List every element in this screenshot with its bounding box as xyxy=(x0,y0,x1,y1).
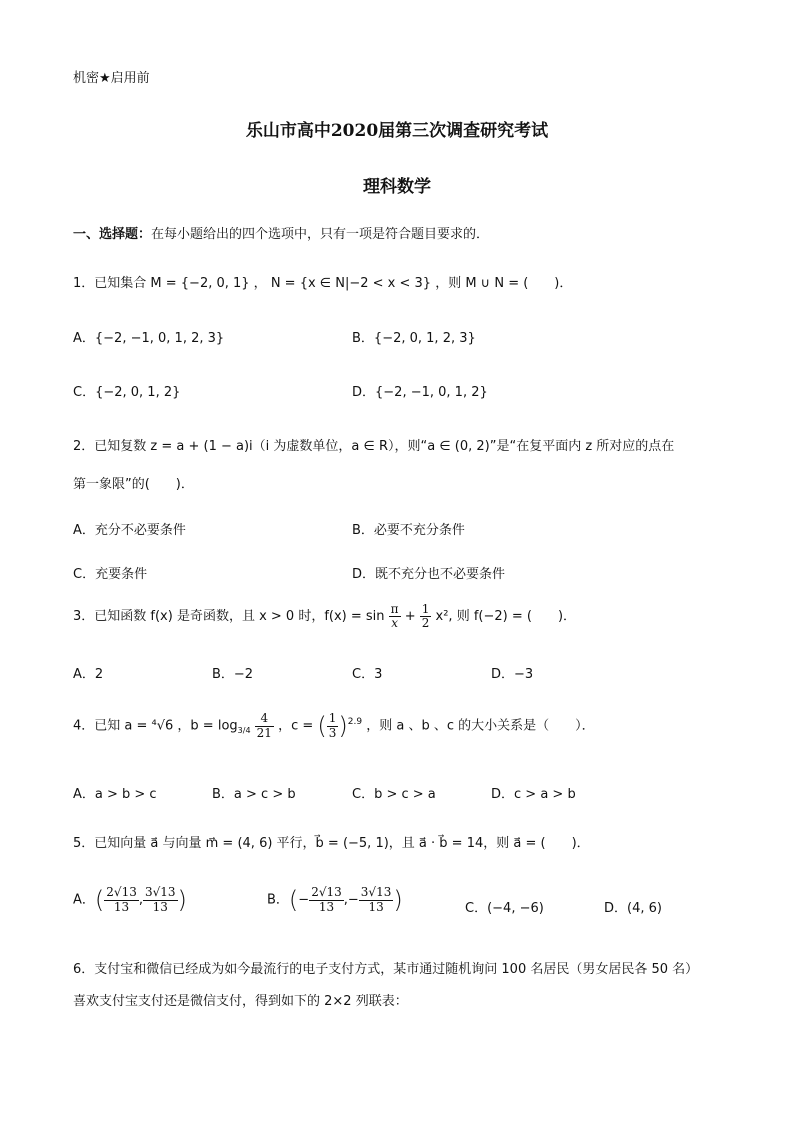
q2-option-d: D．既不充分也不必要条件 xyxy=(352,567,506,582)
section-instruction: 在每小题给出的四个选项中，只有一项是符合题目要求的． xyxy=(151,227,490,242)
q5-b-frac2-den: 13 xyxy=(368,899,384,914)
q3-plus: + xyxy=(404,609,416,625)
q3-frac1-den: x xyxy=(391,616,398,631)
q5-b-frac1 xyxy=(309,886,344,913)
q4-exponent: 2.9 xyxy=(347,717,363,728)
q5-a-right-paren: ) xyxy=(177,886,187,914)
section-heading xyxy=(73,223,489,242)
q1-stem: 1．已知集合 M = {−2, 0, 1} ， N = {x ∈ N|−2 < x < 3} ，则 M ∪ N = ( )． xyxy=(73,276,573,291)
q5-a-frac2-num: 3√13 xyxy=(144,885,176,900)
q4-stem-pre: 4．已知 a = ⁴√6 ，b = log xyxy=(73,718,238,734)
q4-fraction-1-over-3 xyxy=(327,712,339,739)
q1-option-a: A．{−2, −1, 0, 1, 2, 3} xyxy=(73,331,225,346)
q4-fraction-4-over-21 xyxy=(255,712,274,739)
q4-stem-mid: ，c = xyxy=(278,718,318,734)
q5-option-b-label: B． xyxy=(267,892,289,908)
q5-option-d: D．(4, 6) xyxy=(604,901,662,916)
q3-fraction-pi-over-x xyxy=(389,603,401,630)
q5-b-right-paren: ) xyxy=(393,886,403,914)
q4-c-num: 1 xyxy=(328,711,337,726)
q3-fraction-half xyxy=(420,603,432,630)
q3-stem-post: x², 则 f(−2) = ( )． xyxy=(435,609,577,625)
q5-a-frac1-num: 2√13 xyxy=(106,885,137,900)
q5-option-b: B．(− $\frac{2√13}{13}$ ,− $\frac{3√13}{13}$ ) xyxy=(267,885,403,914)
q1-option-c: C．{−2, 0, 1, 2} xyxy=(73,385,181,400)
q2-option-a: A．充分不必要条件 xyxy=(73,523,186,538)
q4-frac-den: 21 xyxy=(256,725,272,740)
q4-option-c: C．b > c > a xyxy=(352,787,436,802)
q3-option-d: D．−3 xyxy=(491,667,534,682)
q2-stem-line1: 2．已知复数 z = a + (1 − a)i（i 为虚数单位，a ∈ R），则“a ∈ (0, 2)”是“在复平面内 z 所对应的点在 xyxy=(73,439,675,454)
q5-a-frac2-den: 13 xyxy=(152,899,168,914)
q5-b-frac2-num: 3√13 xyxy=(360,885,392,900)
q4-c-den: 3 xyxy=(328,725,337,740)
q4-option-b: B．a > c > b xyxy=(212,787,296,802)
q5-a-frac2 xyxy=(143,886,178,913)
q6-stem-line1: 6．支付宝和微信已经成为如今最流行的电子支付方式，某市通过随机询问 100 名居民（男女居民各 50 名） xyxy=(73,962,699,977)
q5-b-frac1-num: 2√13 xyxy=(311,885,342,900)
q4-stem xyxy=(73,712,595,740)
q5-option-c: C．(−4, −6) xyxy=(465,901,544,916)
q4-stem-post: ，则 a 、b 、c 的大小关系是（ ）． xyxy=(366,718,595,734)
q4-frac-num: 4 xyxy=(255,712,274,726)
q5-b-frac1-den: 13 xyxy=(318,899,335,914)
q1-option-b: B．{−2, 0, 1, 2, 3} xyxy=(352,331,476,346)
section-label: 一、选择题： xyxy=(73,227,152,242)
q3-option-c: C．3 xyxy=(352,667,383,682)
q3-stem-pre: 3．已知函数 f(x) 是奇函数，且 x > 0 时，f(x) = sin xyxy=(73,609,385,625)
q3-option-a: A．2 xyxy=(73,667,104,682)
q5-option-a: A．( $\frac{2√13}{13}$ , $\frac{3√13}{13}$ ) xyxy=(73,885,187,914)
q4-left-paren: ( xyxy=(317,712,327,740)
q3-frac2-den: 2 xyxy=(421,616,430,631)
q5-b-left-paren: ( xyxy=(288,886,299,914)
q4-option-a: A．a > b > c xyxy=(73,787,157,802)
exam-title: 乐山市高中2020届第三次调查研究考试 xyxy=(245,121,549,141)
q1-option-d: D．{−2, −1, 0, 1, 2} xyxy=(352,385,488,400)
q4-option-d: D．c > a > b xyxy=(491,787,576,802)
q3-frac2-num: 1 xyxy=(421,602,430,616)
q5-option-a-label: A． xyxy=(73,892,95,908)
q2-stem-line2: 第一象限”的( )． xyxy=(73,477,194,492)
q5-stem: 5．已知向量 a⃗ 与向量 m⃗ = (4, 6) 平行，b⃗ = (−5, 1)，且 a⃗ · b⃗ = 14，则 a⃗ = ( )． xyxy=(73,836,590,851)
q6-stem-line2: 喜欢支付宝支付还是微信支付，得到如下的 2×2 列联表： xyxy=(73,994,408,1009)
q2-option-c: C．充要条件 xyxy=(73,567,148,582)
q5-a-frac1-den: 13 xyxy=(113,899,130,914)
q5-a-left-paren: ( xyxy=(94,886,105,914)
q5-b-frac2 xyxy=(359,886,394,913)
q3-stem xyxy=(73,603,576,630)
q3-option-b: B．−2 xyxy=(212,667,254,682)
q2-option-b: B．必要不充分条件 xyxy=(352,523,465,538)
q4-right-paren: ) xyxy=(338,712,348,740)
q3-frac1-num: π xyxy=(390,602,399,616)
confidential-label: 机密★启用前 xyxy=(73,71,150,86)
exam-subject: 理科数学 xyxy=(363,177,431,197)
q5-a-frac1 xyxy=(104,886,139,913)
q4-log-base: 3/4 xyxy=(237,726,251,736)
